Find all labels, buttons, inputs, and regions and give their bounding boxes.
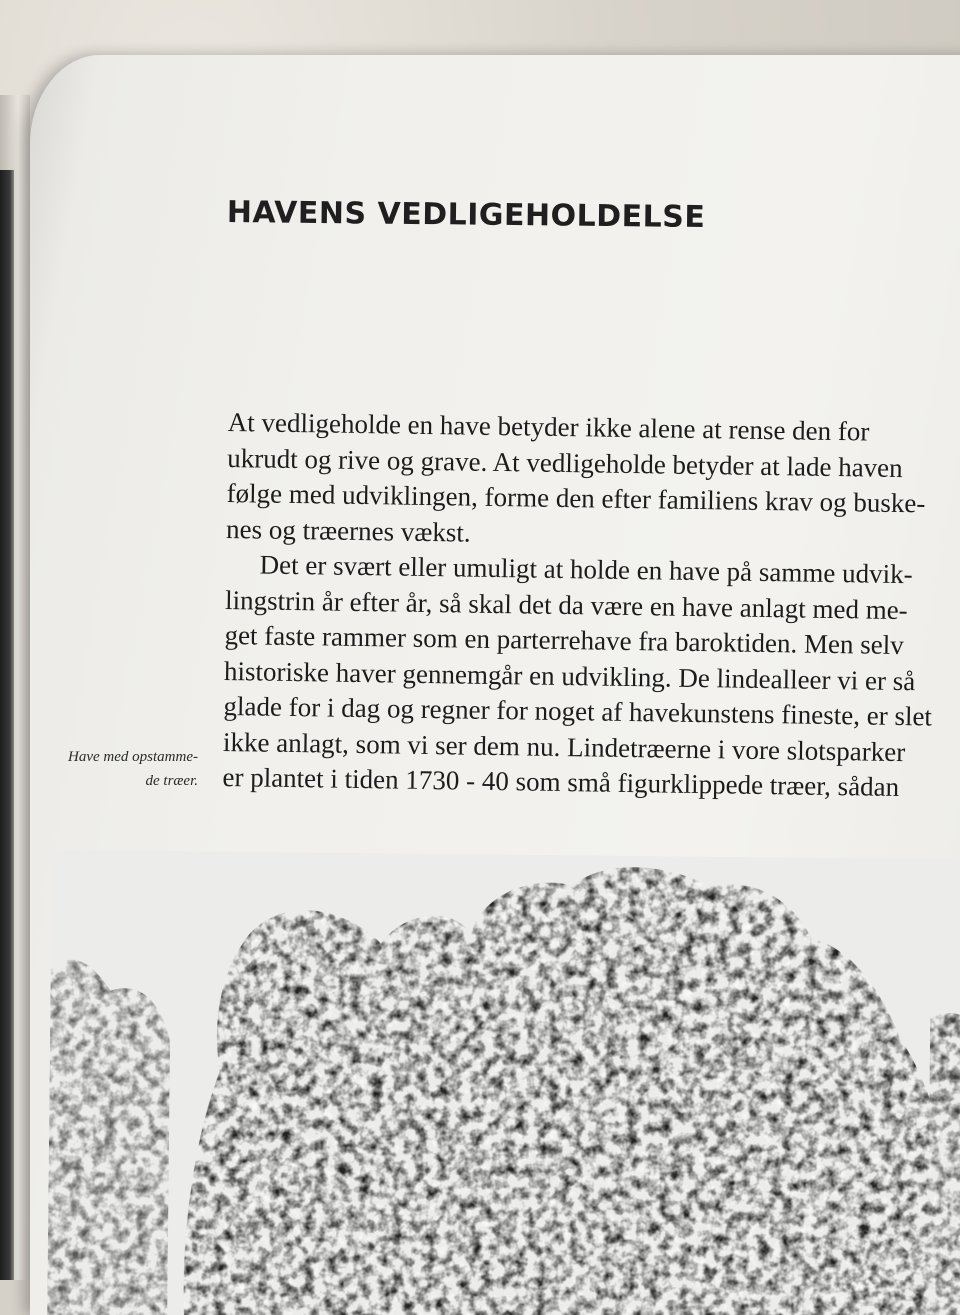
text-line: følge med udviklingen, forme den efter familiens krav og buske-	[226, 477, 926, 519]
text-line: ukrudt og rive og grave. At vedligeholde betyder at lade haven	[226, 442, 903, 483]
text-line: lingstrin år efter år, så skal det da være en have anlagt med me-	[224, 584, 908, 625]
body-text	[222, 405, 960, 807]
text-line: ikke anlagt, som vi ser dem nu. Lindetræerne i vore slotsparker	[222, 726, 906, 767]
caption-line: Have med opstamme-	[68, 749, 198, 765]
caption-line: de træer.	[145, 773, 198, 789]
text-line: glade for i dag og regner for noget af havekunstens fineste, er slet	[223, 690, 933, 732]
book-page	[30, 55, 960, 1315]
left-page-photo-edge	[0, 170, 14, 1280]
text-line: nes og træernes vækst.	[225, 513, 471, 548]
text-line: historiske haver gennemgår en udvikling. De lindealleer vi er så	[223, 655, 916, 696]
trees-photo	[47, 850, 960, 1315]
text-line: At vedligeholde en have betyder ikke alene at rense den for	[227, 406, 870, 447]
text-line: get faste rammer som en parterrehave fra baroktiden. Men selv	[224, 619, 904, 661]
photo-caption	[58, 745, 198, 793]
text-line: er plantet i tiden 1730 - 40 som små figurklippede træer, sådan	[222, 761, 900, 802]
page-title: HAVENS VEDLIGEHOLDELSE	[226, 195, 706, 236]
text-line: Det er svært eller umuligt at holde en have på samme udvik-	[259, 549, 913, 590]
trees-photo-icon	[47, 850, 960, 1315]
